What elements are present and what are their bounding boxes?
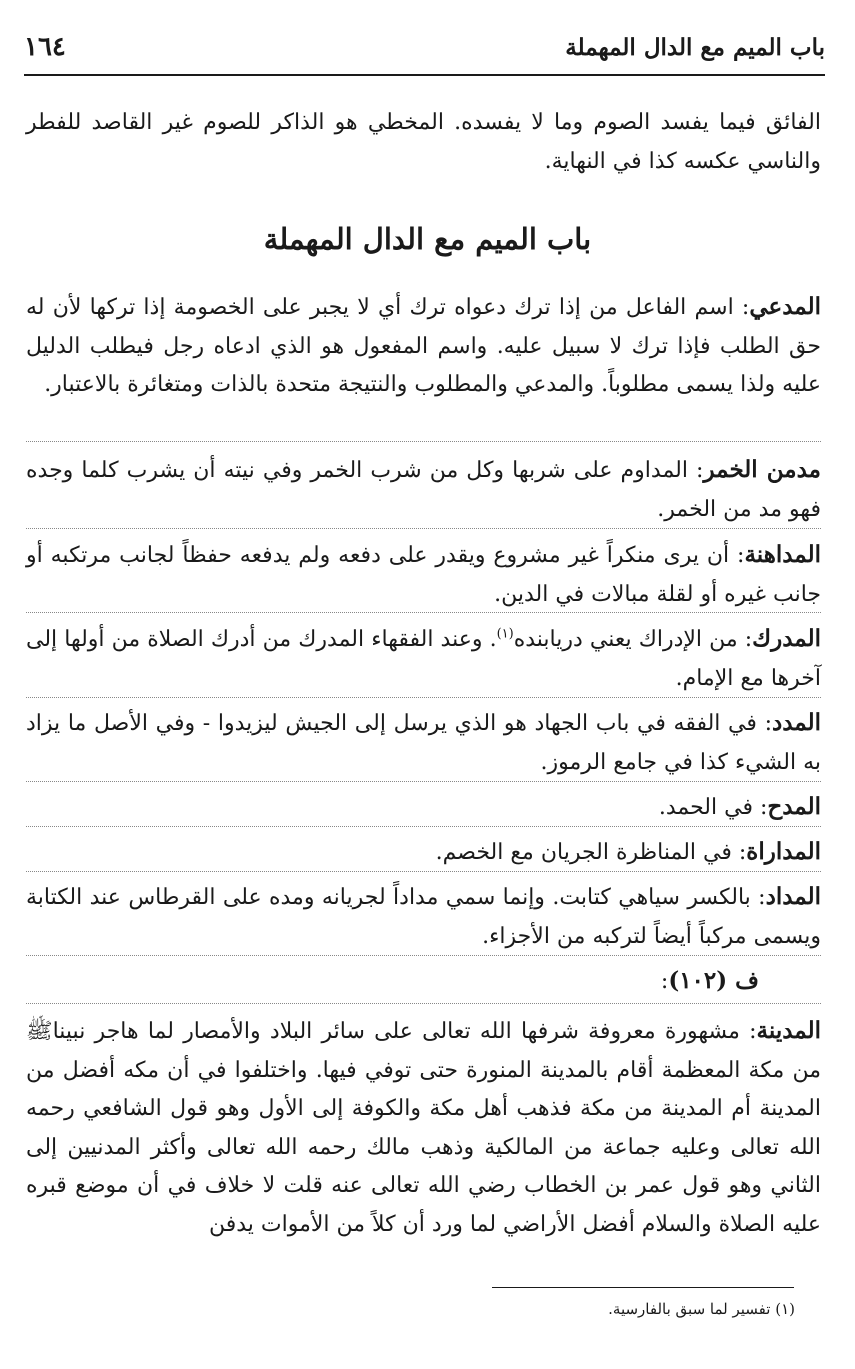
- intro-paragraph: الفائق فيما يفسد الصوم وما لا يفسده. المخطي هو الذاكر للصوم غير القاصد للفطر والناسي عكسه كذا في النهاية.: [26, 110, 821, 174]
- entry-term: المدينة: [756, 1017, 821, 1044]
- entry-mudarat: [26, 833, 821, 873]
- entry-term: المدرك: [752, 625, 821, 652]
- footnote-reference[interactable]: (١): [496, 626, 514, 642]
- page-number: ١٦٤: [24, 32, 66, 62]
- entry-mudmin-al-khamr: [26, 451, 821, 529]
- entry-separator: [26, 781, 821, 782]
- entry-term: المداراة: [746, 838, 821, 865]
- entry-definition: : المداوم على شربها وكل من شرب الخمر وفي نيته أن يشرب كلما وجده فهو مد من الخمر.: [26, 458, 821, 522]
- entry-separator: [26, 612, 821, 613]
- entry-mudrik: [26, 620, 821, 698]
- entry-definition: : في الحمد.: [658, 795, 768, 820]
- entry-separator: [26, 528, 821, 529]
- entry-definition-continued: . وعند الفقهاء المدرك من أدرك الصلاة من أولها إلى آخرها مع الإمام.: [26, 627, 821, 691]
- entry-madad: [26, 704, 821, 782]
- entry-definition: : أن يرى منكراً غير مشروع ويقدر على دفعه ولم يدفعه حفظاً لجانب مرتكبه أو جانب غيره أو لقلة مبالات في الدين.: [26, 543, 821, 607]
- footnote: [608, 1300, 795, 1318]
- entry-definition: : من الإدراك يعني دريابنده: [513, 627, 753, 652]
- footnote-text: تفسير لما سبق بالفارسية.: [608, 1300, 771, 1318]
- entry-madh: [26, 788, 821, 828]
- footnote-rule: [492, 1287, 794, 1288]
- entry-term: المدعي: [749, 293, 821, 320]
- section-marker-colon: :: [660, 969, 669, 994]
- entry-separator: [26, 1003, 821, 1004]
- entry-definition: : مشهورة معروفة شرفها الله تعالى على سائر البلاد والأمصار لما هاجر نبيناﷺ من مكة المعظمة أقام بالمدينة المنورة حتى توفي فيها. واختلفوا في أن مكه أفضل من المدينة أم المدينة من مكة فذهب أهل مكة والكوفة إلى الأول وهو قول الشافعي رحمه الله تعالى وعليه جماعة من المالكية وذهب مالك رحمه الله تعالى وأكثر المدنيين إلى الثاني وهو قول عمر بن الخطاب رضي الله تعالى عنه قلت لا خلاف في أن موضع قبره عليه الصلاة والسلام أفضل الأراضي لما ورد أن كلاً من الأموات يدفن: [26, 1019, 821, 1237]
- entry-definition: : في الفقه في باب الجهاد هو الذي يرسل إلى الجيش ليزيدوا - وفي الأصل ما يزاد به الشيء كذا في جامع الرموز.: [26, 711, 821, 775]
- entry-term: مدمن الخمر: [703, 456, 822, 483]
- entry-mudda-i: [26, 288, 821, 405]
- entry-separator: [26, 871, 821, 872]
- entry-mudahana: [26, 536, 821, 614]
- running-header: [24, 28, 825, 76]
- entry-term: المداهنة: [744, 541, 821, 568]
- entry-term: المدح: [767, 793, 821, 820]
- section-marker: [26, 962, 759, 1002]
- footnote-mark: (١): [775, 1300, 795, 1318]
- running-title: باب الميم مع الدال المهملة: [565, 34, 825, 61]
- entry-separator: [26, 955, 821, 956]
- entry-definition: : اسم الفاعل من إذا ترك دعواه ترك أي لا يجبر على الخصومة إذا تركها لأن له حق الطلب فإذا ترك لا سبيل عليه. واسم المفعول هو الذي ادعاه رجل فيطلب الدليل عليه ولذا يسمى مطلوباً. والمدعي والمطلوب والنتيجة متحدة بالذات ومتغائرة بالاعتبار.: [26, 295, 821, 397]
- entry-midad: [26, 878, 821, 956]
- entry-term: المداد: [765, 883, 821, 910]
- entry-separator: [26, 697, 821, 698]
- entry-definition: : بالكسر سياهي كتابت. وإنما سمي مداداً لجريانه ومده على القرطاس عند الكتابة ويسمى مركباً أيضاً لتركبه من الأجزاء.: [26, 885, 821, 949]
- section-marker-label: ف (١٠٢): [668, 967, 759, 994]
- entry-madina: [26, 1012, 821, 1244]
- entry-definition: : في المناظرة الجريان مع الخصم.: [435, 840, 747, 865]
- entry-term: المدد: [771, 709, 821, 736]
- chapter-title: باب الميم مع الدال المهملة: [263, 222, 592, 256]
- entry-separator: [26, 441, 821, 442]
- entry-separator: [26, 826, 821, 827]
